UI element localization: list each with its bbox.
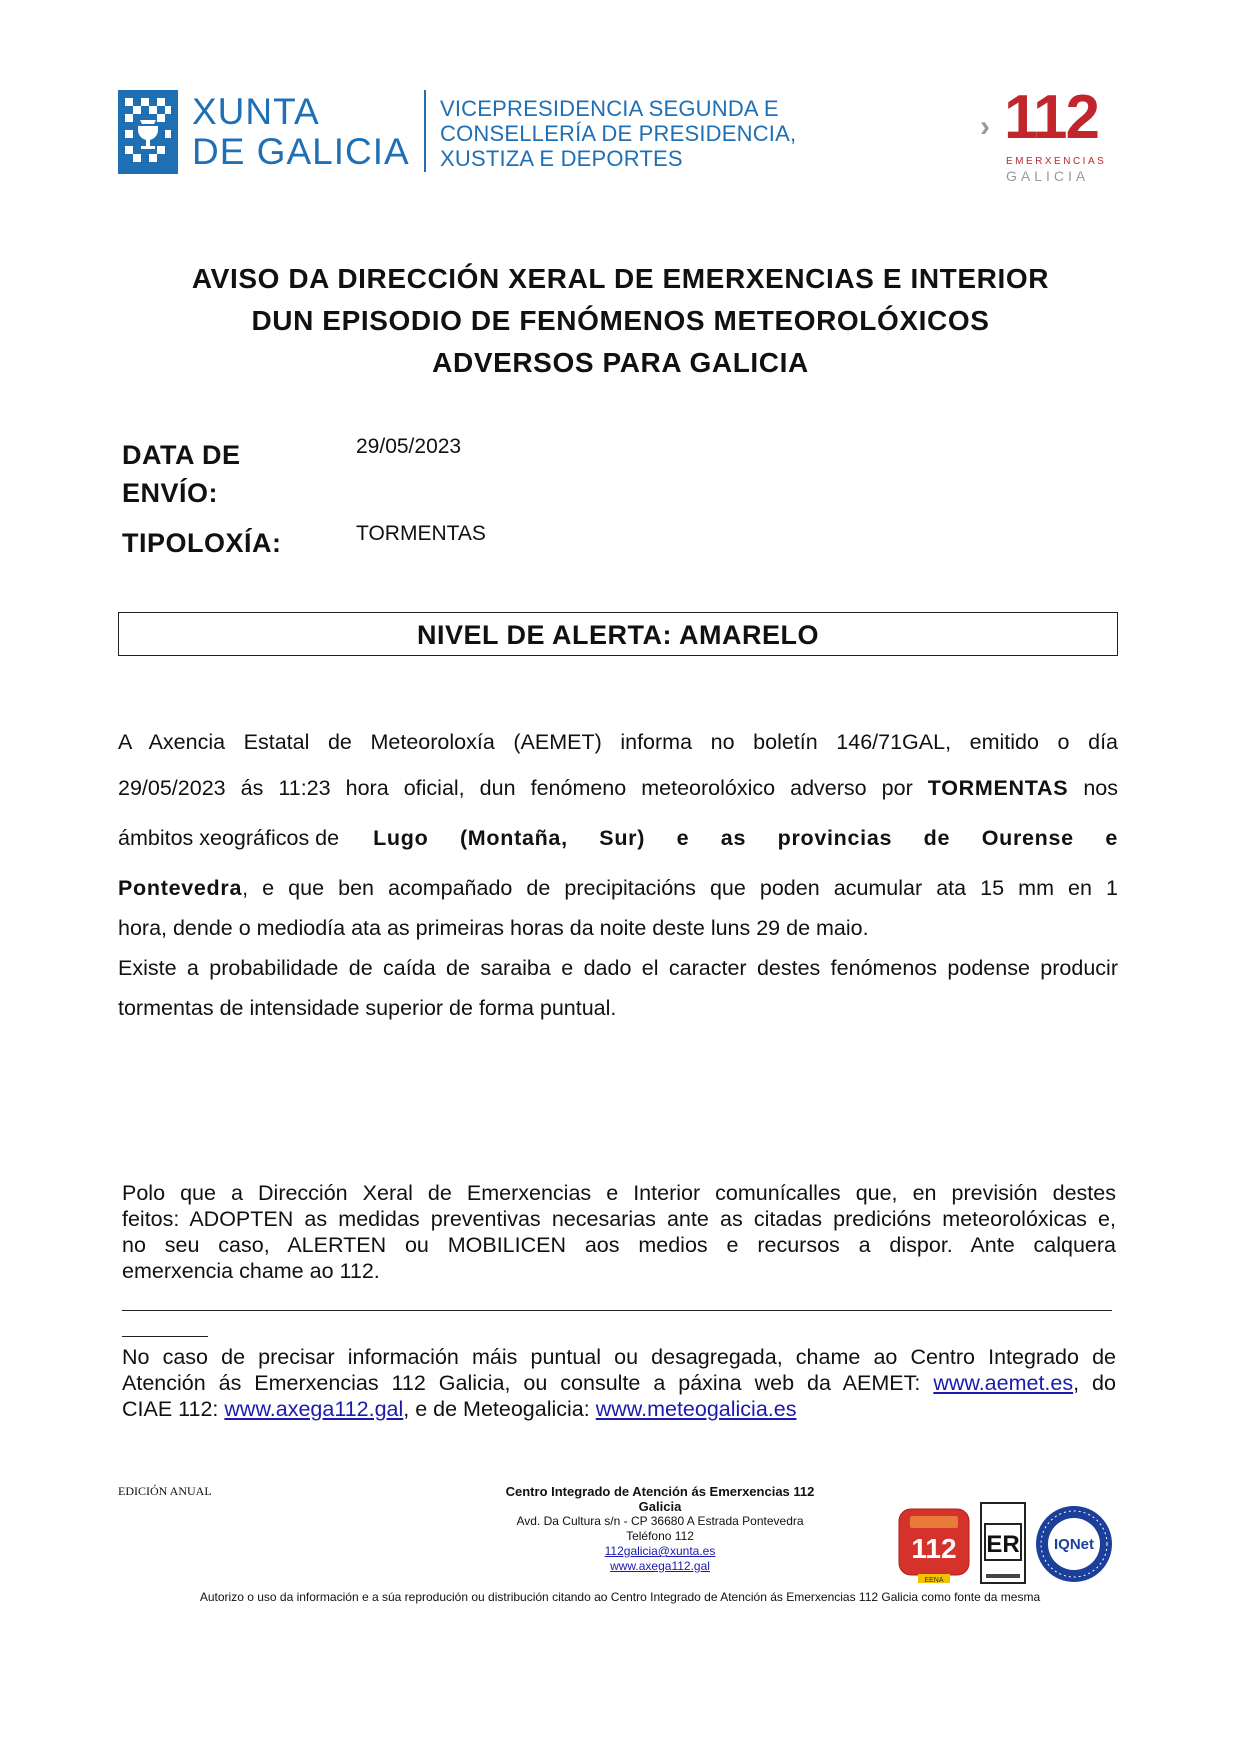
type-label: TIPOLOXÍA: [122,528,282,558]
iqnet-certificate-icon [1034,1504,1114,1584]
quality-certificate-112-icon [898,1508,970,1584]
advice-paragraph [122,1180,1116,1284]
axega112-link[interactable]: www.axega112.gal [224,1397,404,1421]
body-text: ámbitos xeográficos de [118,826,340,850]
body-text: 29/05/2023 ás 11:23 hora oficial, dun fenómeno meteorolóxico adverso por [118,776,913,800]
center-address: Avd. Da Cultura s/n - CP 36680 A Estrada Pontevedra [516,1514,804,1528]
cert-tag: EENA [924,1577,944,1584]
center-name: Centro Integrado de Atención ás Emerxencias 112 [505,1484,815,1499]
cert-mark: IQNet [1053,1536,1095,1553]
region-label: GALICIA [1006,168,1090,184]
emergency-label: EMERXENCIAS [1006,156,1107,167]
edition-label: EDICIÓN ANUAL [118,1484,212,1498]
department-line: VICEPRESIDENCIA SEGUNDA E [440,96,779,121]
center-contact [440,1484,880,1574]
emergency-112-logo [980,83,1110,184]
xunta-crest-graphic [118,90,178,174]
affected-areas: Lugo (Montaña, Sur) e as provincias de Ourense e [373,826,1118,850]
alert-level-banner: NIVEL DE ALERTA: AMARELO [118,612,1118,656]
send-date-label [122,436,241,512]
center-email-link[interactable]: 112galicia@xunta.es [604,1544,716,1558]
aemet-link[interactable]: www.aemet.es [933,1371,1074,1395]
header-divider [424,90,426,172]
type-value: TORMENTAS [356,522,486,545]
body-line-3 [118,824,1118,852]
body-text: nos [1083,776,1118,800]
document-title [118,258,1123,384]
title-line: ADVERSOS PARA GALICIA [432,347,809,378]
body-line-5: hora, dende o mediodía ata as primeiras horas da noite deste luns 29 de maio. [118,916,869,940]
usage-disclaimer: Autorizo o uso da información e a súa reprodución ou distribución citando ao Centro Integrado de Atención ás Emerxencias 112 Galicia como fonte da mesma [199,1590,1041,1604]
emergency-number: 112 [1004,83,1099,152]
center-web-link[interactable]: www.axega112.gal [610,1559,710,1573]
info-line [122,1370,1116,1396]
department-name [440,96,796,171]
center-phone: Teléfono 112 [626,1529,694,1543]
title-line: DUN EPISODIO DE FENÓMENOS METEOROLÓXICOS [251,305,990,336]
advice-line: Polo que a Dirección Xeral de Emerxencias e Interior comunícalles que, en previsión destes [122,1181,1116,1205]
department-line: CONSELLERÍA DE PRESIDENCIA, [440,121,797,146]
info-line [122,1396,1116,1422]
body-line-1: A Axencia Estatal de Meteoroloxía (AEMET) informa no boletín 146/71GAL, emitido o día [118,730,1118,754]
divider-line-short [122,1336,208,1337]
body-line-2 [118,774,1118,802]
hazard-type: TORMENTAS [927,776,1069,800]
divider-line [122,1310,1112,1311]
advice-line: feitos: ADOPTEN as medidas preventivas necesarias ante as citadas predicións meteorolóxicas e, [122,1207,1116,1231]
department-line: XUSTIZA E DEPORTES [440,146,683,171]
body-text: , e que ben acompañado de precipitacións que poden acumular ata 15 mm en 1 [242,876,1118,900]
title-line: AVISO DA DIRECCIÓN XERAL DE EMERXENCIAS E INTERIOR [191,263,1050,294]
body-line-6: Existe a probabilidade de caída de saraiba e dado el caracter destes fenómenos podense producir [118,956,1118,980]
send-date-value: 29/05/2023 [356,435,462,458]
info-line: No caso de precisar información máis puntual ou desagregada, chame ao Centro Integrado de [122,1345,1116,1369]
org-name-line1: XUNTA [192,91,320,132]
info-text: CIAE 112: [122,1397,219,1421]
center-name-cont: Galicia [638,1499,682,1514]
affected-areas: Pontevedra [118,876,243,900]
cert-mark: ER [986,1531,1020,1558]
chevron-right-icon: › [980,110,990,143]
info-text: Atención ás Emerxencias 112 Galicia, ou consulte a páxina web da AEMET: [122,1371,921,1395]
body-line-4 [118,874,1118,902]
xunta-crest-icon [118,90,178,174]
send-date-label-line2: ENVÍO: [122,478,219,508]
info-text: , e de Meteogalicia: [403,1397,590,1421]
org-name [192,92,410,172]
org-name-line2: DE GALICIA [192,131,410,172]
advice-line: emerxencia chame ao 112. [122,1259,380,1283]
send-date-label-line1: DATA DE [122,440,241,470]
body-line-7: tormentas de intensidade superior de forma puntual. [118,996,617,1020]
meteogalicia-link[interactable]: www.meteogalicia.es [595,1397,797,1421]
aenor-er-certificate-icon [980,1502,1026,1584]
info-paragraph [122,1344,1116,1422]
info-text: , do [1073,1371,1116,1395]
cert-number: 112 [911,1533,957,1564]
advice-line: no seu caso, ALERTEN ou MOBILICEN aos medios e recursos a dispor. Ante calquera [122,1233,1116,1257]
